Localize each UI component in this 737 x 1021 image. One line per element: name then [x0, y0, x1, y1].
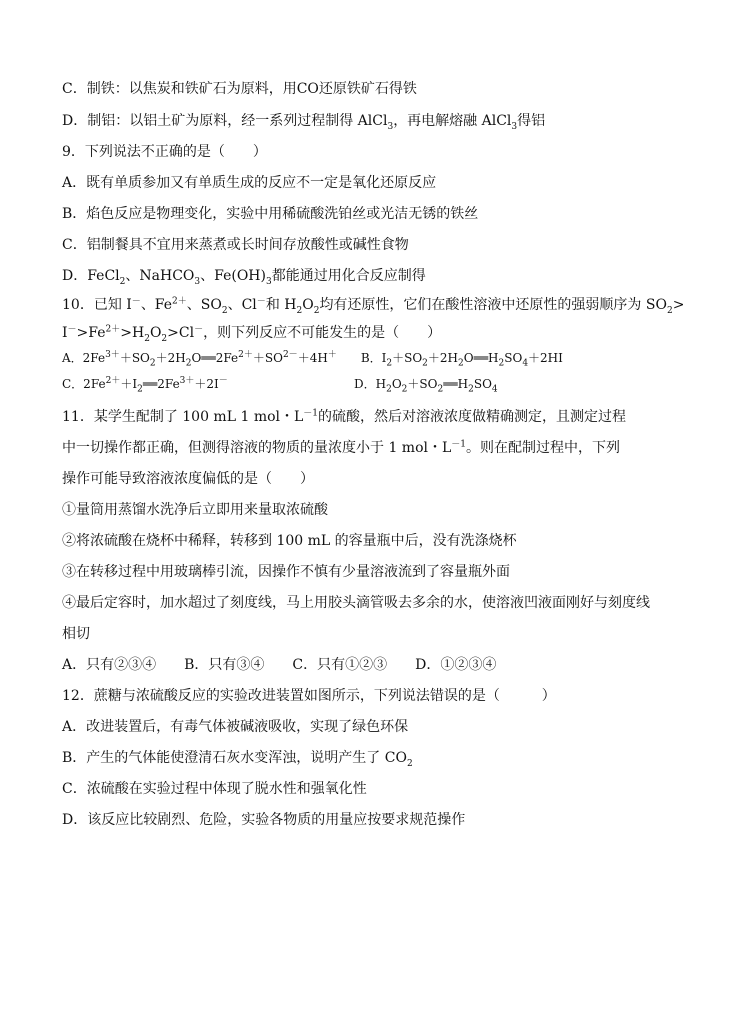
- text-line: B．产生的气体能使澄清石灰水变浑浊，说明产生了 $CO_2$: [62, 750, 413, 769]
- text-line: C．浓硫酸在实验过程中体现了脱水性和强氧化性: [62, 781, 367, 797]
- text-line: C．$2Fe^{2+}+I_2══2Fe^{3+}+2I^-$ D．$H_2O_2+SO_2══H_2SO_4$: [62, 376, 498, 395]
- text-line: C．铝制餐具不宜用来蒸煮或长时间存放酸性或碱性食物: [62, 237, 409, 253]
- text-line: 相切: [62, 626, 90, 642]
- text-line: A．$2Fe^{3+}+SO_2+2H_2O══2Fe^{2+}+SO^{2-}+4H^+$ B．$I_2+SO_2+2H_2O══H_2SO_4+2HI$: [62, 350, 563, 369]
- text-line: 10．已知 I－、$Fe^{2+}$、$SO_2$、Cl－和 $H_2O_2$均有还原性，它们在酸性溶液中还原性的强弱顺序为 $SO_2>$: [62, 296, 685, 316]
- text-line: 中一切操作都正确，但测得溶液的物质的量浓度小于 1 mol・$L^{-1}$。则在配制过程中，下列: [62, 439, 621, 456]
- text-line: 12．蔗糖与浓硫酸反应的实验改进装置如图所示，下列说法错误的是（ ）: [62, 688, 556, 704]
- text-line: A．既有单质参加又有单质生成的反应不一定是氧化还原反应: [62, 175, 437, 191]
- text-line: ①量筒用蒸馏水洗净后立即用来量取浓硫酸: [62, 502, 328, 518]
- text-line: 操作可能导致溶液浓度偏低的是（ ）: [62, 471, 314, 487]
- text-line: ②将浓硫酸在烧杯中稀释，转移到 100 mL 的容量瓶中后，没有洗涤烧杯: [62, 533, 517, 549]
- text-line: D．FeCl$_2$、NaHCO$_3$、$Fe(OH)_3$都能通过用化合反应制得: [62, 268, 426, 287]
- text-line: A．只有②③④ B．只有③④ C．只有①②③ D．①②③④: [62, 657, 497, 673]
- text-line: C．制铁：以焦炭和铁矿石为原料，用CO还原铁矿石得铁: [62, 81, 417, 97]
- text-line: 9．下列说法不正确的是（ ）: [62, 144, 267, 160]
- text-line: $I^->Fe^{2+}>H_2O_2>Cl^-$，则下列反应不可能发生的是（ ）: [62, 324, 442, 344]
- text-line: B．焰色反应是物理变化，实验中用稀硫酸洗铂丝或光洁无锈的铁丝: [62, 206, 479, 222]
- text-line: D．该反应比较剧烈、危险，实验各物质的用量应按要求规范操作: [62, 812, 466, 828]
- text-line: 11．某学生配制了 100 mL 1 mol・$L^{-1}$的硫酸，然后对溶液浓度做精确测定，且测定过程: [62, 408, 627, 425]
- text-line: ③在转移过程中用玻璃棒引流，因操作不慎有少量溶液流到了容量瓶外面: [62, 564, 510, 580]
- text-line: ④最后定容时，加水超过了刻度线，马上用胶头滴管吸去多余的水，使溶液凹液面刚好与刻度线: [62, 595, 650, 611]
- text-line: A．改进装置后，有毒气体被碱液吸收，实现了绿色环保: [62, 719, 409, 735]
- text-line: D．制铝：以铝土矿为原料，经一系列过程制得 AlCl$_3$，再电解熔融 AlCl$_3$得铝: [62, 113, 546, 132]
